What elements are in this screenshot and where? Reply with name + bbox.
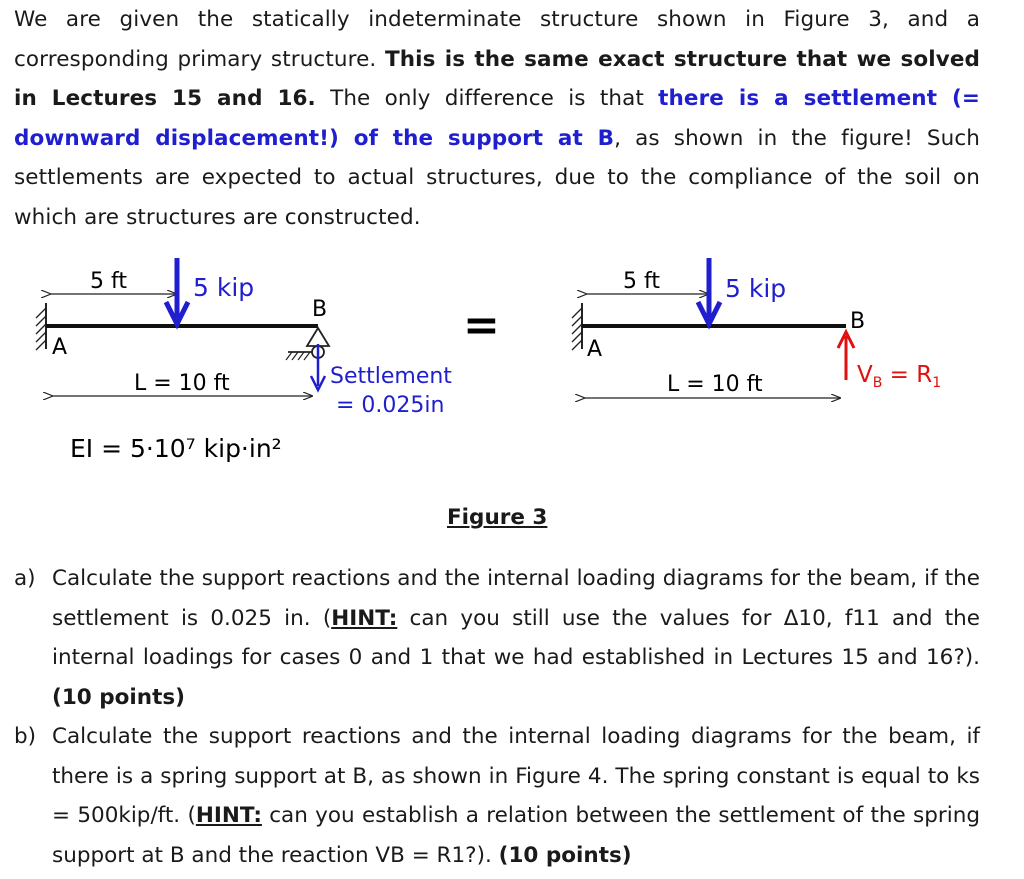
settlement-label: Settlement (330, 364, 452, 389)
figure-caption: Figure 3 (447, 505, 548, 530)
label-a-left: A (52, 335, 68, 360)
question-a (14, 559, 980, 717)
label-b-left: B (312, 297, 328, 322)
points-label: (10 points) (52, 684, 185, 710)
intro-text-3: The only difference is that (315, 86, 659, 111)
dimension-5ft-label-left: 5 ft (90, 269, 127, 294)
span-label-left: L = 10 ft (134, 371, 230, 396)
question-list (14, 559, 980, 875)
load-arrow-left (166, 258, 188, 324)
points-label: (10 points) (498, 842, 632, 868)
load-label-left: 5 kip (193, 273, 255, 302)
intro-settlement-highlight: there is a settlement (= downward displacement!) of the support at B (14, 86, 980, 151)
dimension-5ft-label-right: 5 ft (623, 269, 660, 294)
intro-text-1: We are given the statically indeterminate structure shown in Figure 3, and a corresponding primary structure. (14, 7, 980, 72)
reaction-arrow (838, 332, 854, 380)
question-text-cont: can you still use the values for Δ10, f11 and the internal loadings for cases 0 and 1 that we had established in Lectures 15 and 16?). (52, 605, 980, 670)
pin-support-b-left (286, 328, 329, 360)
left-structure (36, 258, 452, 463)
label-b-right: B (850, 309, 866, 334)
ei-label: EI = 5·10⁷ kip·in² (70, 434, 282, 463)
label-a-right: A (587, 337, 603, 362)
reaction-label: $V_B = R_1$ (857, 362, 942, 391)
intro-bold-same-structure: This is the same exact structure that we solved in Lectures 15 and 16. (14, 46, 981, 111)
fixed-support-a-left (36, 303, 46, 350)
settlement-value: = 0.025in (336, 393, 445, 418)
question-text: Calculate the support reactions and the internal loading diagrams for the beam, if the settlement is 0.025 in. ( (52, 566, 980, 631)
question-text: Calculate the support reactions and the internal loading diagrams for the beam, if there is a spring support at B, as shown in Figure 4. The spring constant is equal to ks = 500kip/ft. ( (52, 724, 980, 828)
question-label: a) (14, 566, 36, 591)
settlement-arrow (311, 344, 325, 390)
question-label: b) (14, 724, 37, 749)
fixed-support-a-right (572, 303, 582, 350)
load-arrow-right (698, 258, 720, 324)
question-text-cont: can you establish a relation between the settlement of the spring support at B and the reaction VB = R1?). (52, 803, 980, 868)
hint-label: HINT: (331, 605, 398, 631)
span-label-right: L = 10 ft (667, 372, 763, 397)
hint-label: HINT: (195, 803, 262, 828)
right-structure (572, 258, 941, 398)
intro-text-5: , as shown in the figure! Such settlements are expected to actual structures, due to the compliance of the soil on which are structures are constructed. (14, 125, 980, 230)
equals-sign: = (463, 300, 500, 351)
question-b (14, 717, 980, 875)
load-label-right: 5 kip (725, 274, 787, 303)
